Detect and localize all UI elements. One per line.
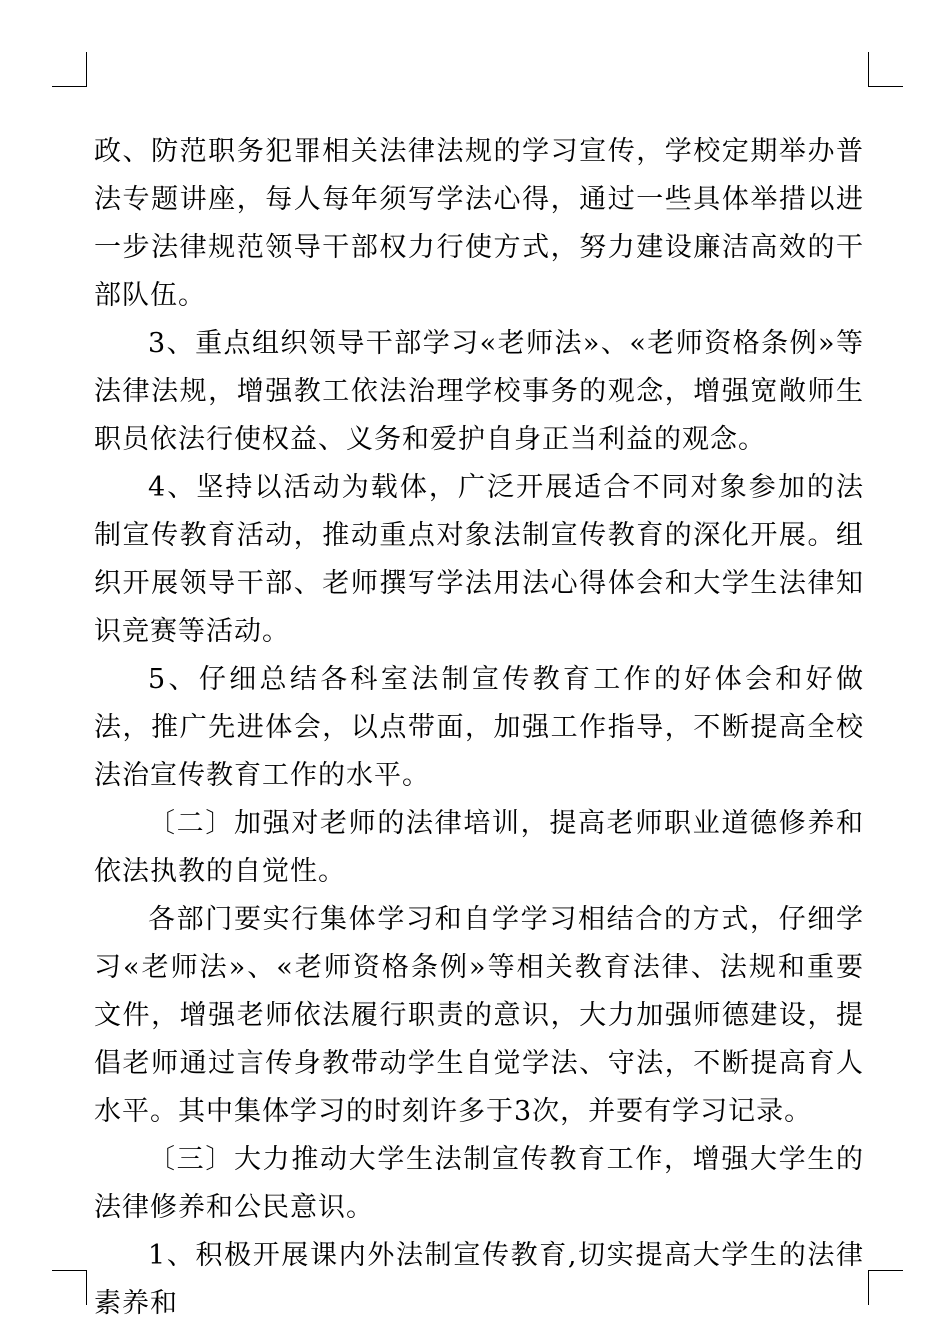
paragraph-item-4: 4、坚持以活动为载体，广泛开展适合不同对象参加的法制宣传教育活动，推动重点对象法制宣传教育的深化开展。组织开展领导干部、老师撰写学法用法心得体会和大学生法律知识竞赛等活动。 bbox=[94, 472, 864, 647]
section-heading-2: 〔二〕加强对老师的法律培训，提高老师职业道德修养和依法执教的自觉性。 bbox=[94, 808, 864, 887]
paragraph-item-5: 5、仔细总结各科室法制宣传教育工作的好体会和好做法，推广先进体会，以点带面，加强工作指导，不断提高全校法治宣传教育工作的水平。 bbox=[94, 664, 864, 791]
crop-mark-bottom-left bbox=[52, 1270, 87, 1305]
paragraph-continuation: 政、防范职务犯罪相关法律法规的学习宣传，学校定期举办普法专题讲座，每人每年须写学法心得，通过一些具体举措以进一步法律规范领导干部权力行使方式，努力建设廉洁高效的干部队伍。 bbox=[94, 136, 864, 311]
document-body bbox=[94, 128, 864, 1328]
paragraph-item-3: 3、重点组织领导干部学习«老师法»、«老师资格条例»等法律法规，增强教工依法治理学校事务的观念，增强宽敞师生职员依法行使权益、义务和爱护自身正当利益的观念。 bbox=[94, 328, 864, 455]
crop-mark-top-left bbox=[52, 52, 87, 87]
crop-mark-top-right bbox=[868, 52, 903, 87]
section-heading-3: 〔三〕大力推动大学生法制宣传教育工作，增强大学生的法律修养和公民意识。 bbox=[94, 1144, 864, 1223]
paragraph-item-1: 1、积极开展课内外法制宣传教育,切实提高大学生的法律素养和 bbox=[94, 1240, 864, 1319]
crop-mark-bottom-right bbox=[868, 1270, 903, 1305]
paragraph-teacher-study: 各部门要实行集体学习和自学学习相结合的方式，仔细学习«老师法»、«老师资格条例»等相关教育法律、法规和重要文件，增强老师依法履行职责的意识，大力加强师德建设，提倡老师通过言传身教带动学生自觉学法、守法，不断提高育人水平。其中集体学习的时刻许多于3次，并要有学习记录。 bbox=[94, 904, 864, 1127]
